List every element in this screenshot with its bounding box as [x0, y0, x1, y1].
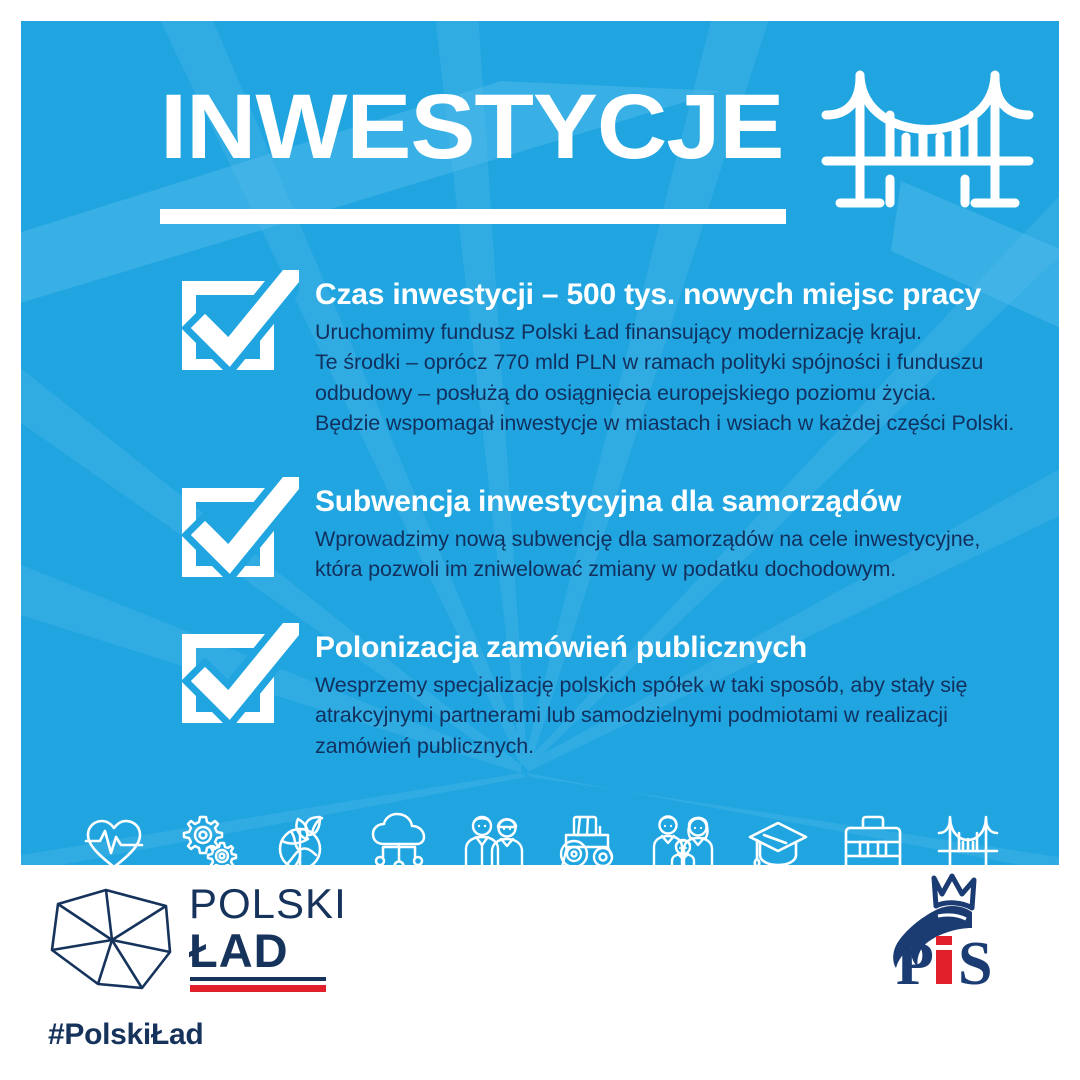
family-icon [650, 811, 716, 865]
checkbox-checked-icon [181, 477, 299, 577]
bridge-icon [935, 811, 1001, 865]
item-description: Uruchomimy fundusz Polski Ład finansujący modernizację kraju. Te środki – oprócz 770 mld PLN w ramach polityki spójności i funduszu odbudowy – posłużą do osiągnięcia europejskiego poziomu życia. Będzie wspomagał inwestycje w miastach i wsiach w każdej części Polski. [315, 319, 1015, 436]
item-description: Wesprzemy specjalizację polskich spółek w taki sposób, aby stały się atrakcyjnymi partnerami lub samodzielnymi podmiotami w realizacji zamówień publicznych. [315, 672, 968, 758]
list-item [181, 623, 1059, 761]
items-list [181, 270, 1059, 761]
list-item [181, 270, 1059, 439]
gears-icon [176, 811, 242, 865]
svg-text:S: S [958, 930, 993, 998]
bridge-icon [820, 69, 1035, 209]
footer [0, 866, 1080, 1080]
polski-lad-line2: ŁAD [189, 924, 289, 978]
tractor-icon [555, 811, 621, 865]
checkbox-checked-icon [181, 623, 299, 723]
polski-lad-navy-bar [190, 977, 326, 981]
polski-lad-line1: POLSKI [189, 880, 347, 927]
polski-lad-logo [46, 882, 376, 997]
svg-text:P: P [896, 930, 934, 998]
header [160, 69, 1020, 219]
cloud-network-icon [366, 811, 432, 865]
polski-lad-red-bar [190, 985, 326, 992]
list-item [181, 477, 1059, 585]
globe-leaf-icon [271, 811, 337, 865]
polski-lad-wordmark [189, 880, 379, 978]
seniors-icon [461, 811, 527, 865]
program-areas-icon-strip [81, 809, 1001, 865]
item-heading: Czas inwestycji – 500 tys. nowych miejsc pracy [315, 278, 982, 311]
title-underline [160, 209, 786, 224]
pis-eagle-crown-icon [862, 872, 1022, 1000]
item-heading: Subwencja inwestycyjna dla samorządów [315, 484, 902, 518]
briefcase-icon [840, 811, 906, 865]
poland-polygon-icon [46, 884, 178, 996]
item-heading: Polonizacja zamówień publicznych [315, 630, 808, 664]
heart-pulse-icon [81, 811, 147, 865]
graduation-cap-icon [745, 811, 811, 865]
checkbox-checked-icon [181, 270, 299, 370]
main-blue-panel [21, 21, 1059, 865]
hashtag: #PolskiŁad [48, 1018, 204, 1051]
page-title: INWESTYCJE [160, 76, 784, 178]
item-description: Wprowadzimy nową subwencję dla samorządów na cele inwestycyjne, która pozwoli im zniwelować zmiany w podatku dochodowym. [315, 526, 981, 582]
